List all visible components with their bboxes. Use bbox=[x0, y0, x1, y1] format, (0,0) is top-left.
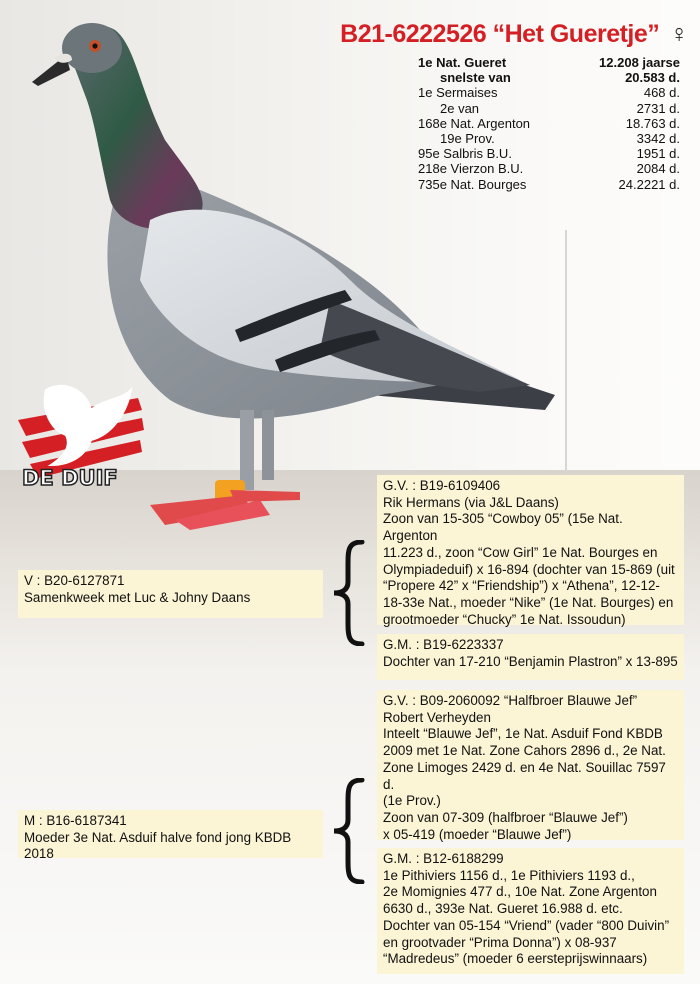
result-place: 19e Prov. bbox=[440, 131, 495, 147]
mother-gm-line: 1e Pithiviers 1156 d., 1e Pithiviers 1193 d., bbox=[383, 867, 635, 883]
result-value: 2731 d. bbox=[636, 100, 680, 116]
father-gv-line: Olympiadeduif) x 16-894 (dochter van 15-869 (uit bbox=[383, 561, 675, 577]
father-box bbox=[18, 570, 323, 618]
mother-gv-line: Zoon van 07-309 (halfbroer “Blauwe Jef”) bbox=[383, 809, 628, 825]
father-gv-line: Zoon van 15-305 “Cowboy 05” (15e Nat. Argenton bbox=[383, 511, 623, 544]
result-value: 468 d. bbox=[643, 85, 680, 101]
result-row bbox=[418, 131, 680, 146]
result-place: 1e Nat. Gueret bbox=[418, 55, 507, 70]
mother-ring: M : B16-6187341 bbox=[24, 813, 127, 828]
result-row bbox=[418, 146, 680, 161]
result-place: 218e Vierzon B.U. bbox=[418, 161, 524, 177]
father-brace-icon bbox=[330, 540, 370, 646]
mother-gv-line: (1e Prov.) bbox=[383, 793, 441, 809]
result-row bbox=[418, 116, 680, 131]
pigeon-name: “Het Gueretje” bbox=[492, 20, 660, 48]
father-gv-line: grootmoeder “Chucky” 1e Nat. Issoudun) bbox=[383, 611, 626, 627]
mother-gv-line: x 05-419 (moeder “Blauwe Jef”) bbox=[383, 826, 572, 842]
result-row bbox=[418, 85, 680, 100]
result-value: 20.583 d. bbox=[625, 70, 680, 86]
mother-gv-line: Robert Verheyden bbox=[383, 709, 491, 725]
mother-gm-line: “Madredeus” (moeder 6 eersteprijswinnaars) bbox=[383, 951, 648, 967]
result-place: 168e Nat. Argenton bbox=[418, 115, 531, 131]
mother-gm-line: 6630 d., 393e Nat. Gueret 16.988 d. etc. bbox=[383, 901, 623, 917]
mother-gm-line: G.M. : B12-6188299 bbox=[383, 851, 504, 866]
father-gm-box bbox=[377, 634, 684, 680]
father-gv-line: 11.223 d., zoon “Cow Girl” 1e Nat. Bourges en bbox=[383, 544, 658, 560]
result-row bbox=[418, 101, 680, 116]
father-gv-line: “Propere 42” x “Friendship”) x “Athena”, 12-12- bbox=[383, 578, 660, 594]
ring-number: B21-6222526 bbox=[340, 20, 487, 48]
result-place: 735e Nat. Bourges bbox=[418, 176, 527, 192]
father-gv-line: 18-33e Nat., moeder “Nike” (1e Nat. Bourges) en bbox=[383, 594, 674, 610]
pigeon-title bbox=[340, 20, 688, 49]
father-gm-line: Dochter van 17-210 “Benjamin Plastron” x 13-895 bbox=[383, 653, 678, 669]
result-value: 2084 d. bbox=[636, 161, 680, 177]
female-symbol-icon: ♀ bbox=[669, 20, 688, 48]
mother-gm-box bbox=[377, 848, 684, 974]
father-gv-line: G.V. : B19-6109406 bbox=[383, 478, 501, 493]
mother-description: Moeder 3e Nat. Asduif halve fond jong KBDB 2018 bbox=[24, 829, 292, 862]
mother-gm-line: 2e Momignies 477 d., 10e Nat. Zone Argenton bbox=[383, 884, 657, 900]
result-value: 12.208 jaarse bbox=[599, 55, 680, 70]
mother-gv-line: Inteelt “Blauwe Jef”, 1e Nat. Asduif Fond KBDB bbox=[383, 726, 663, 742]
result-row bbox=[418, 55, 680, 70]
result-place: 1e Sermaises bbox=[418, 85, 498, 101]
result-value: 24.2221 d. bbox=[618, 176, 680, 192]
father-ring: V : B20-6127871 bbox=[24, 573, 125, 588]
result-row bbox=[418, 177, 680, 192]
wall-corner bbox=[565, 230, 567, 490]
mother-brace-icon bbox=[330, 778, 370, 884]
result-value: 1951 d. bbox=[636, 146, 680, 162]
mother-gv-line: G.V. : B09-2060092 “Halfbroer Blauwe Jef” bbox=[383, 693, 638, 708]
mother-gv-line: Zone Limoges 2429 d. en 4e Nat. Souillac 7597 d. bbox=[383, 759, 666, 792]
result-place: 95e Salbris B.U. bbox=[418, 146, 512, 162]
mother-box bbox=[18, 810, 323, 862]
father-gv-line: Rik Hermans (via J&L Daans) bbox=[383, 494, 559, 510]
mother-gv-box bbox=[377, 690, 684, 840]
logo-text: DE DUIF bbox=[22, 466, 118, 490]
result-place: snelste van bbox=[440, 70, 511, 86]
mother-gv-line: 2009 met 1e Nat. Zone Cahors 2896 d., 2e Nat. bbox=[383, 743, 666, 759]
mother-gm-line: en grootvader “Prima Donna”) x 08-937 bbox=[383, 934, 617, 950]
father-gv-box bbox=[377, 475, 684, 625]
result-row bbox=[418, 70, 680, 85]
result-row bbox=[418, 161, 680, 176]
result-value: 3342 d. bbox=[636, 131, 680, 147]
results-table bbox=[418, 55, 680, 192]
result-place: 2e van bbox=[440, 100, 480, 116]
father-description: Samenkweek met Luc & Johny Daans bbox=[24, 589, 251, 605]
mother-gm-line: Dochter van 05-154 “Vriend” (vader “800 Duivin” bbox=[383, 917, 670, 933]
father-gm-line: G.M. : B19-6223337 bbox=[383, 637, 504, 652]
result-value: 18.763 d. bbox=[625, 115, 680, 131]
